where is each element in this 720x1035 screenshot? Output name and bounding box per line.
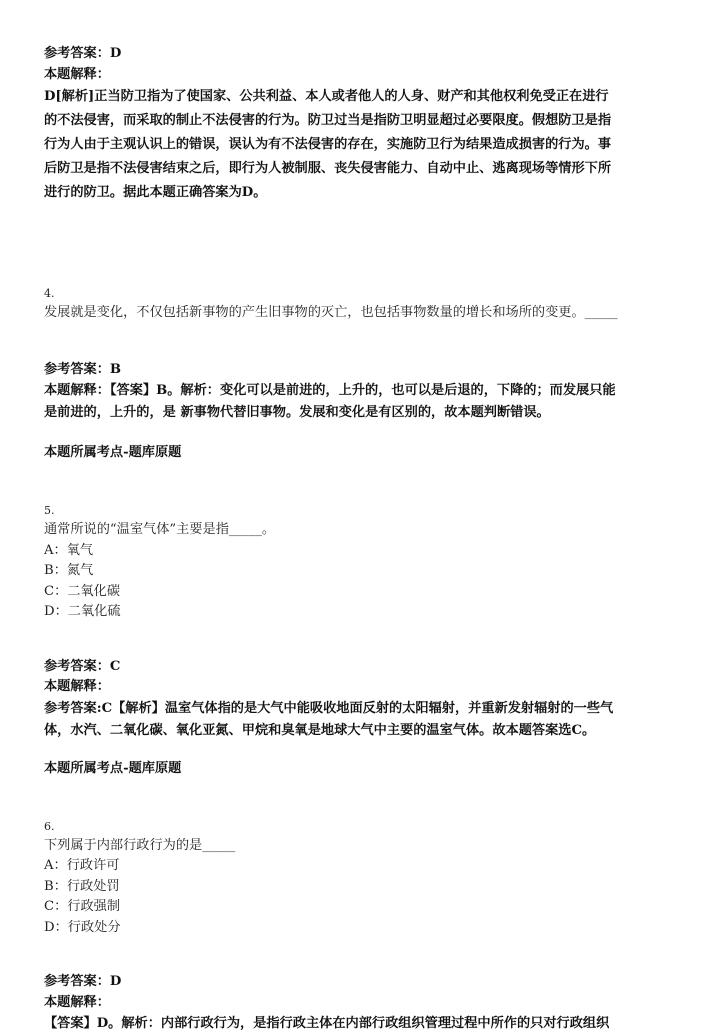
- q5-explanation-line: 参考答案:C【解析】温室气体指的是大气中能吸收地面反射的太阳辐射，并重新发射辐射的一些气: [44, 700, 614, 716]
- q4-block: [44, 285, 680, 324]
- q5-stem: 通常所说的“温室气体”主要是指_____。: [44, 522, 276, 537]
- q3-explanation-line: 进行的防卫。据此本题正确答案为D。: [44, 185, 267, 200]
- q5-explanation-line: 体，水汽、二氧化碳、氧化亚氮、甲烷和臭氧是地球大气中主要的温室气体。故本题答案选C。: [44, 722, 596, 738]
- q5-answer-block: [44, 657, 680, 780]
- q5-block: [44, 502, 680, 623]
- q4-answer-block: [44, 360, 680, 465]
- q6-answer-block: [44, 972, 680, 1035]
- q6-option: C：行政强制: [44, 899, 121, 914]
- q5-number: 5.: [44, 504, 55, 517]
- q4-explanation-line: 是前进的，上升的，是 新事物代替旧事物。发展和变化是有区别的，故本题判断错误。: [44, 405, 550, 420]
- document-page: [44, 44, 680, 1035]
- q4-stem: 发展就是变化，不仅包括新事物的产生旧事物的灭亡，也包括事物数量的增长和场所的变更。_____: [44, 305, 618, 320]
- q3-answer: 参考答案：D: [44, 46, 122, 61]
- q6-option: D：行政处分: [44, 919, 121, 935]
- q3-answer-block: [44, 44, 680, 205]
- q4-explanation-line: 本题解释：【答案】B。解析：变化可以是前进的，上升的，也可以是后退的，下降的；而发展只能: [44, 383, 616, 398]
- q4-number: 4.: [44, 287, 55, 300]
- q5-source: 本题所属考点-题库原题: [44, 760, 182, 776]
- q6-option: A：行政许可: [44, 858, 120, 873]
- q3-explanation-line: 后防卫是指不法侵害结束之后，即行为人被制服、丧失侵害能力、自动中止、逃离现场等情形下所: [44, 161, 612, 176]
- q6-answer: 参考答案：D: [44, 974, 122, 989]
- q6-option: B：行政处罚: [44, 878, 120, 894]
- q3-explanation-line: 行为人由于主观认识上的错误，误认为有不法侵害的存在，实施防卫行为结果造成损害的行为。事: [44, 137, 612, 152]
- q6-number: 6.: [44, 819, 55, 833]
- q5-option: C：二氧化碳: [44, 583, 121, 599]
- q5-option: A：氧气: [44, 542, 94, 558]
- q6-stem: 下列属于内部行政行为的是_____: [44, 837, 236, 853]
- q5-option: B：氮气: [44, 563, 94, 578]
- q5-answer: 参考答案：C: [44, 658, 121, 674]
- q3-analysis-label: 本题解释：: [44, 66, 110, 82]
- q6-block: [44, 818, 680, 939]
- q4-answer: 参考答案：B: [44, 361, 122, 377]
- q5-analysis-label: 本题解释：: [44, 679, 110, 694]
- q6-analysis-label: 本题解释：: [44, 994, 110, 1010]
- q5-option: D：二氧化硫: [44, 604, 121, 619]
- q4-source: 本题所属考点-题库原题: [44, 445, 182, 460]
- q6-explanation-line: 【答案】D。解析：内部行政行为，是指行政主体在内部行政组织管理过程中所作的只对行政组织: [44, 1016, 610, 1031]
- q3-explanation-line: 的不法侵害，而采取的制止不法侵害的行为。防卫过当是指防卫明显超过必要限度。假想防卫是指: [44, 113, 612, 128]
- q3-explanation-line: D[解析]正当防卫指为了使国家、公共利益、本人或者他人的人身、财产和其他权利免受正在进行: [44, 89, 609, 104]
